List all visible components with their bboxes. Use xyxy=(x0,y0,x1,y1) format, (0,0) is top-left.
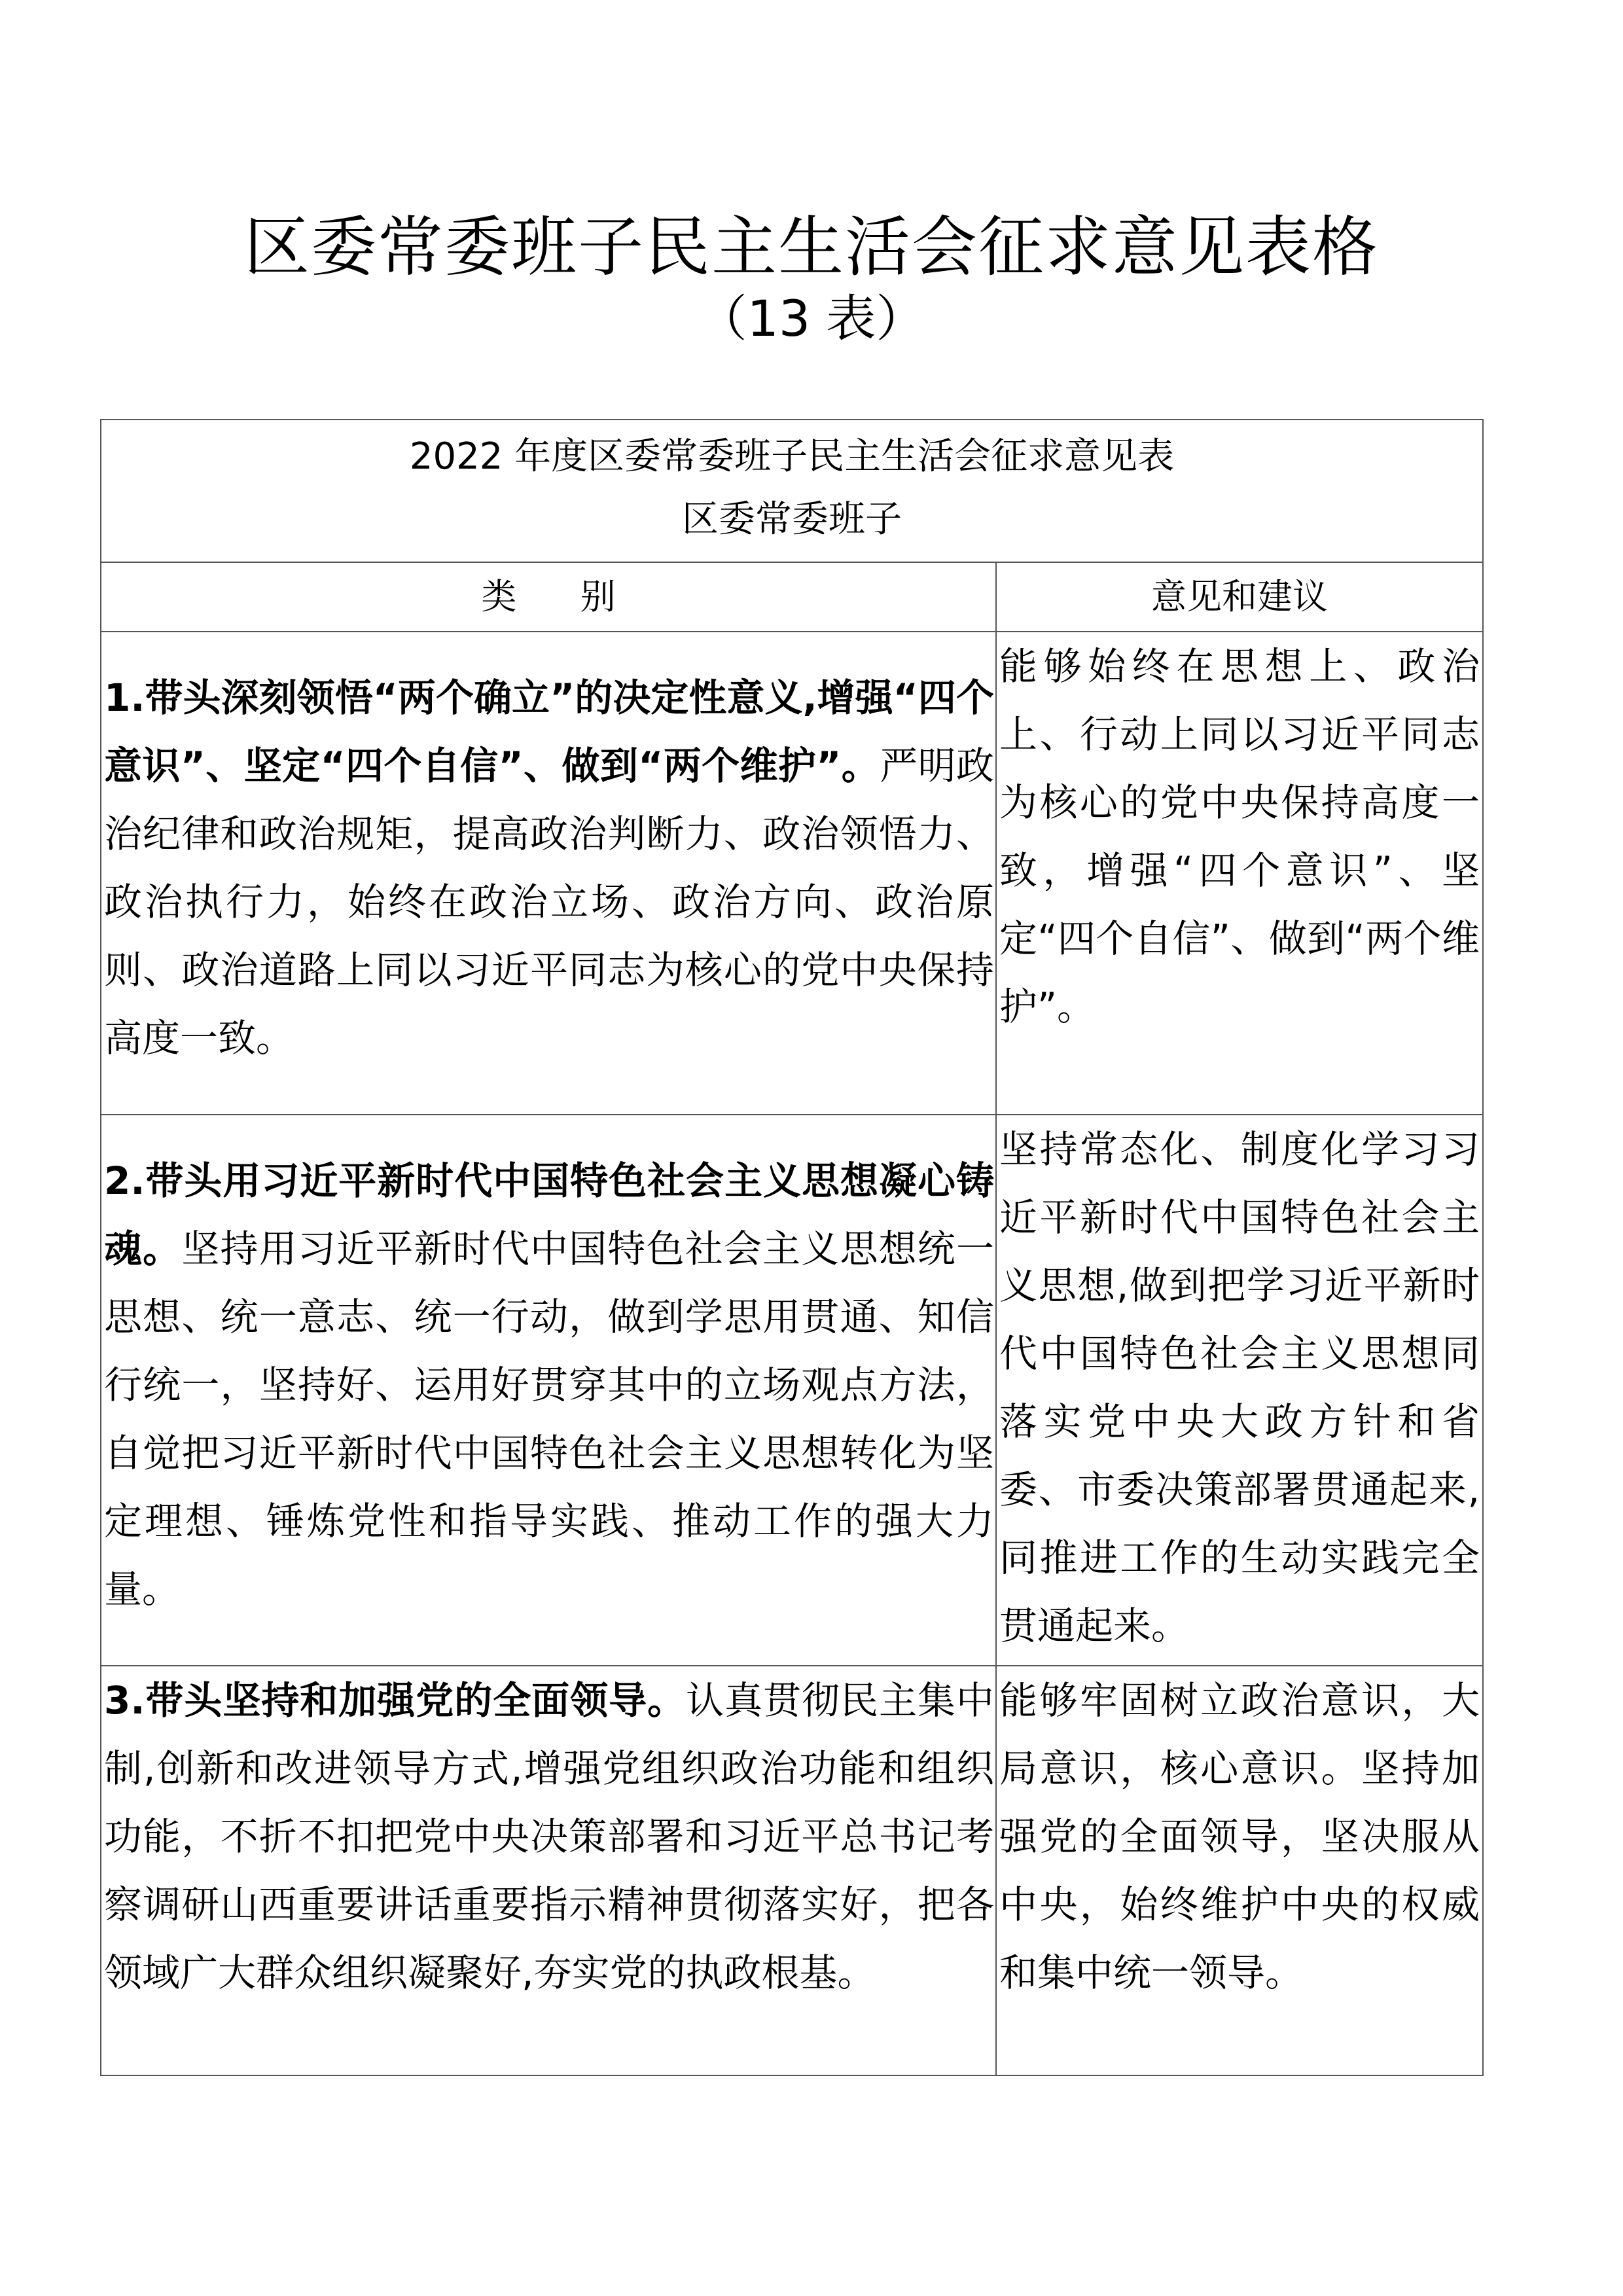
opinion-cell: 坚持常态化、制度化学习习近平新时代中国特色社会主义思想,做到把学习近平新时代中国特色社会主义思想同落实党中央大政方针和省委、市委决策部署贯通起来,同推进工作的生动实践完全贯通起来。 xyxy=(996,1115,1483,1666)
document-subtitle: （13 表） xyxy=(697,289,926,348)
table-row xyxy=(101,1666,1483,2075)
table-row xyxy=(101,1115,1483,1666)
category-text: 严明政治纪律和政治规矩，提高政治判断力、政治领悟力、政治执行力，始终在政治立场、政治方向、政治原则、政治道路上同以习近平同志为核心的党中央保持高度一致。 xyxy=(104,744,994,1060)
category-cell xyxy=(101,1115,996,1666)
category-cell xyxy=(101,1666,996,2075)
category-text: 认真贯彻民主集中制,创新和改进领导方式,增强党组织政治功能和组织功能，不折不扣把党中央决策部署和习近平总书记考察调研山西重要讲话重要指示精神贯彻落实好，把各领域广大群众组织凝聚好,夯实党的执政根基。 xyxy=(104,1678,994,1995)
document-title: 区委常委班子民主生活会征求意见表格 xyxy=(244,209,1379,285)
column-header-category: 类 别 xyxy=(101,562,996,632)
category-text: 坚持用习近平新时代中国特色社会主义思想统一思想、统一意志、统一行动，做到学思用贯通、知信行统一，坚持好、运用好贯穿其中的立场观点方法，自觉把习近平新时代中国特色社会主义思想转化为坚定理想、锤炼党性和指导实践、推动工作的强大力量。 xyxy=(104,1227,994,1611)
table-caption-title: 2022 年度区委常委班子民主生活会征求意见表 xyxy=(409,435,1175,478)
category-lead: 1.带头深刻领悟“两个确立”的决定性意义,增强“四个意识”、坚定“四个自信”、做到“两个维护”。 xyxy=(104,675,994,788)
opinion-table xyxy=(100,419,1484,2076)
table-caption-unit: 区委常委班子 xyxy=(682,498,902,541)
category-lead: 3.带头坚持和加强党的全面领导。 xyxy=(104,1678,687,1723)
table-caption-row xyxy=(101,420,1483,562)
category-cell xyxy=(101,632,996,1115)
table-header-row xyxy=(101,562,1483,632)
opinion-cell: 能够牢固树立政治意识，大局意识，核心意识。坚持加强党的全面领导，坚决服从中央，始终维护中央的权威和集中统一领导。 xyxy=(996,1666,1483,2075)
table-caption xyxy=(101,420,1483,562)
opinion-cell: 能够始终在思想上、政治上、行动上同以习近平同志为核心的党中央保持高度一致，增强“四个意识”、坚定“四个自信”、做到“两个维护”。 xyxy=(996,632,1483,1115)
column-header-opinions: 意见和建议 xyxy=(996,562,1483,632)
table-row xyxy=(101,632,1483,1115)
category-lead: 2.带头用习近平新时代中国特色社会主义思想凝心铸魂。 xyxy=(104,1158,994,1271)
